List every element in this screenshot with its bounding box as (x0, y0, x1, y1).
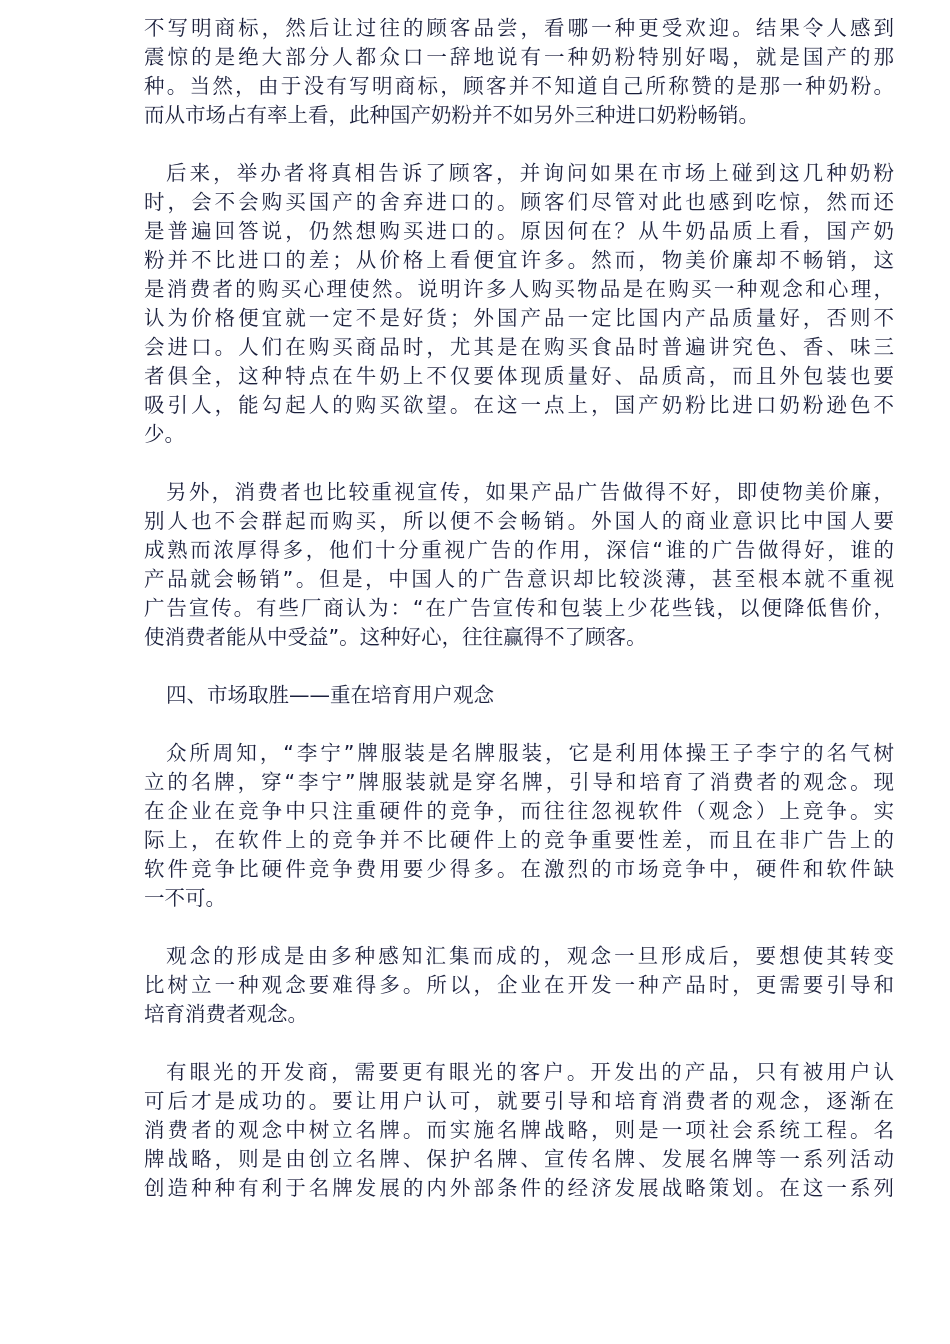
text-line: 在企业在竞争中只注重硬件的竞争，而往往忽视软件（观念）上竞争。实 (144, 799, 894, 823)
document-body (144, 14, 894, 1232)
text-line: 广告宣传。有些厂商认为：“在广告宣传和包装上少花些钱，以便降低售价， (144, 596, 894, 620)
text-line: 种。当然，由于没有写明商标，顾客并不知道自己所称赞的是那一种奶粉。 (144, 74, 894, 98)
text-line: 产品就会畅销”。但是，中国人的广告意识却比较淡薄，甚至根本就不重视 (144, 567, 894, 591)
text-line: 认为价格便宜就一定不是好货；外国产品一定比国内产品质量好，否则不 (144, 306, 894, 330)
paragraph (144, 478, 894, 652)
text-line: 有眼光的开发商，需要更有眼光的客户。开发出的产品，只有被用户认 (166, 1060, 894, 1084)
text-line: 粉并不比进口的差；从价格上看便宜许多。然而，物美价廉却不畅销，这 (144, 248, 894, 272)
text-line: 会进口。人们在购买商品时，尤其是在购买食品时普遍讲究色、香、味三 (144, 335, 894, 359)
text-line: 是普遍回答说，仍然想购买进口的。原因何在？从牛奶品质上看，国产奶 (144, 219, 894, 243)
text-line: 使消费者能从中受益”。这种好心，往往赢得不了顾客。 (144, 625, 647, 649)
text-line: 另外，消费者也比较重视宣传，如果产品广告做得不好，即使物美价廉， (166, 480, 894, 504)
text-line: 少。 (144, 422, 185, 446)
paragraph (144, 942, 894, 1029)
text-line: 不写明商标，然后让过往的顾客品尝，看哪一种更受欢迎。结果令人感到 (144, 16, 894, 40)
paragraph (144, 739, 894, 913)
text-line: 众所周知，“李宁”牌服装是名牌服装，它是利用体操王子李宁的名气树 (166, 741, 894, 765)
section-heading: 四、市场取胜——重在培育用户观念 (166, 683, 494, 707)
text-line: 牌战略，则是由创立名牌、保护名牌、宣传名牌、发展名牌等一系列活动 (144, 1147, 894, 1171)
text-line: 一不可。 (144, 886, 226, 910)
paragraph (144, 1058, 894, 1203)
paragraph (144, 159, 894, 449)
text-line: 而从市场占有率上看，此种国产奶粉并不如另外三种进口奶粉畅销。 (144, 103, 759, 127)
text-line: 后来，举办者将真相告诉了顾客，并询问如果在市场上碰到这几种奶粉 (166, 161, 894, 185)
text-line: 成熟而浓厚得多，他们十分重视广告的作用，深信“谁的广告做得好，谁的 (144, 538, 894, 562)
text-line: 震惊的是绝大部分人都众口一辞地说有一种奶粉特别好喝，就是国产的那 (144, 45, 894, 69)
text-line: 吸引人，能勾起人的购买欲望。在这一点上，国产奶粉比进口奶粉逊色不 (144, 393, 894, 417)
text-line: 可后才是成功的。要让用户认可，就要引导和培育消费者的观念，逐渐在 (144, 1089, 894, 1113)
text-line: 者俱全，这种特点在牛奶上不仅要体现质量好、品质高，而且外包装也要 (144, 364, 894, 388)
text-line: 软件竞争比硬件竞争费用要少得多。在激烈的市场竞争中，硬件和软件缺 (144, 857, 894, 881)
text-line: 消费者的观念中树立名牌。而实施名牌战略，则是一项社会系统工程。名 (144, 1118, 894, 1142)
text-line: 时，会不会购买国产的舍弃进口的。顾客们尽管对此也感到吃惊，然而还 (144, 190, 894, 214)
text-line: 立的名牌，穿“李宁”牌服装就是穿名牌，引导和培育了消费者的观念。现 (144, 770, 894, 794)
text-line: 创造种种有利于名牌发展的内外部条件的经济发展战略策划。在这一系列 (144, 1176, 894, 1200)
text-line: 际上，在软件上的竞争并不比硬件上的竞争重要性差，而且在非广告上的 (144, 828, 894, 852)
text-line: 别人也不会群起而购买，所以便不会畅销。外国人的商业意识比中国人要 (144, 509, 894, 533)
text-line: 培育消费者观念。 (144, 1002, 308, 1026)
text-line: 比树立一种观念要难得多。所以，企业在开发一种产品时，更需要引导和 (144, 973, 894, 997)
text-line: 观念的形成是由多种感知汇集而成的，观念一旦形成后，要想使其转变 (166, 944, 894, 968)
text-line: 是消费者的购买心理使然。说明许多人购买物品是在购买一种观念和心理， (144, 277, 894, 301)
paragraph (144, 14, 894, 130)
